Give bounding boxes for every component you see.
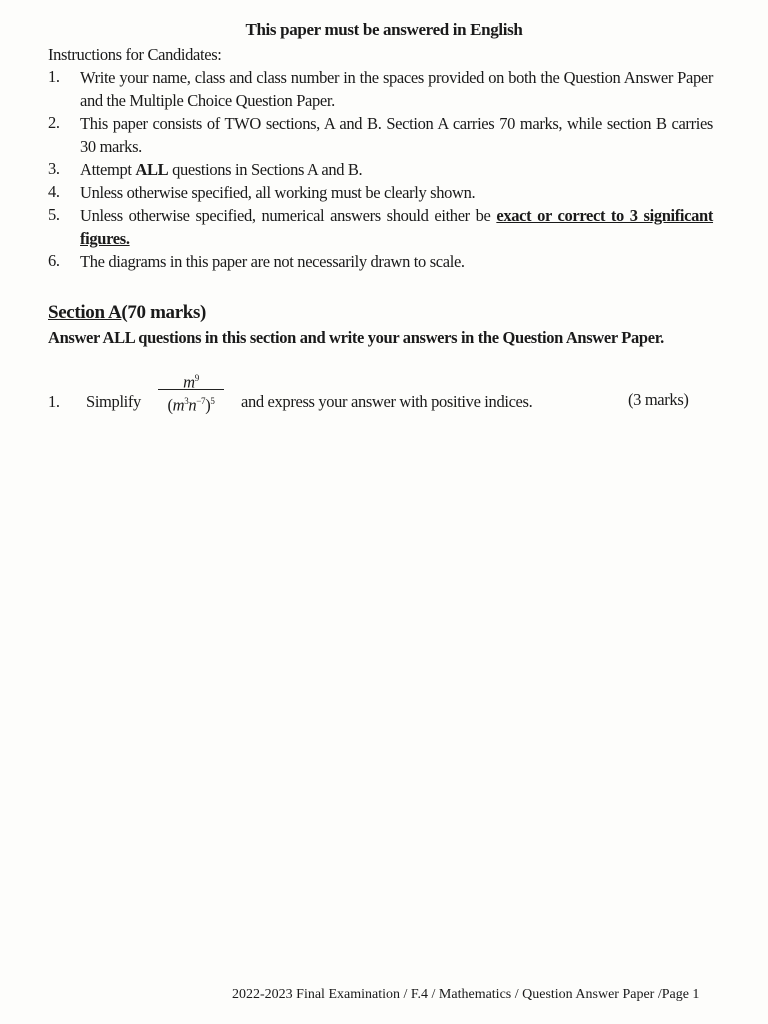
instruction-item: [48, 113, 713, 158]
instruction-item: [48, 251, 713, 274]
item-text-bold: ALL: [135, 160, 169, 179]
section-a-marks: (70 marks): [121, 302, 207, 323]
item-number: 2.: [48, 113, 60, 132]
question-1-verb: Simplify: [86, 392, 141, 411]
item-number: 5.: [48, 205, 60, 224]
denominator: $(m^3n^{-7})^5$: [167, 395, 215, 415]
item-text-bold-underlined: exact or correct to 3 significant figures.: [80, 206, 714, 248]
item-number: 6.: [48, 251, 60, 270]
instruction-item: [48, 205, 713, 250]
item-text: This paper consists of TWO sections, A and B. Section A carries 70 marks, while section B carries 30 marks.: [80, 114, 713, 156]
instruction-item: [48, 159, 713, 182]
item-text: Unless otherwise specified, numerical answers should either be: [80, 206, 497, 225]
instructions-heading: Instructions for Candidates:: [48, 45, 222, 64]
item-number: 4.: [48, 182, 60, 201]
section-a-title: [48, 302, 206, 324]
instruction-item: [48, 67, 713, 112]
question-1-text: and express your answer with positive indices.: [241, 392, 533, 411]
item-text: Write your name, class and class number in the spaces provided on both the Question Answer Paper and the Multiple Choice Question Paper.: [80, 68, 713, 110]
item-text: The diagrams in this paper are not necessarily drawn to scale.: [80, 252, 465, 271]
item-text: questions in Sections A and B.: [168, 160, 363, 179]
section-a-label: Section A: [48, 302, 122, 323]
numerator: $m^9$: [183, 372, 199, 392]
item-text: Attempt: [80, 160, 136, 179]
instruction-item: [48, 182, 713, 205]
item-number: 3.: [48, 159, 60, 178]
paper-language-title: This paper must be answered in English: [245, 20, 523, 39]
item-text: Unless otherwise specified, all working must be clearly shown.: [80, 183, 476, 202]
item-number: 1.: [48, 67, 60, 86]
question-1-marks: (3 marks): [628, 390, 689, 409]
section-a-instruction: Answer ALL questions in this section and write your answers in the Question Answer Paper.: [48, 328, 664, 347]
question-1-number: 1.: [48, 392, 60, 411]
question-1-fraction: [158, 365, 224, 415]
page-footer: 2022-2023 Final Examination / F.4 / Mathematics / Question Answer Paper /Page 1: [232, 987, 700, 1002]
